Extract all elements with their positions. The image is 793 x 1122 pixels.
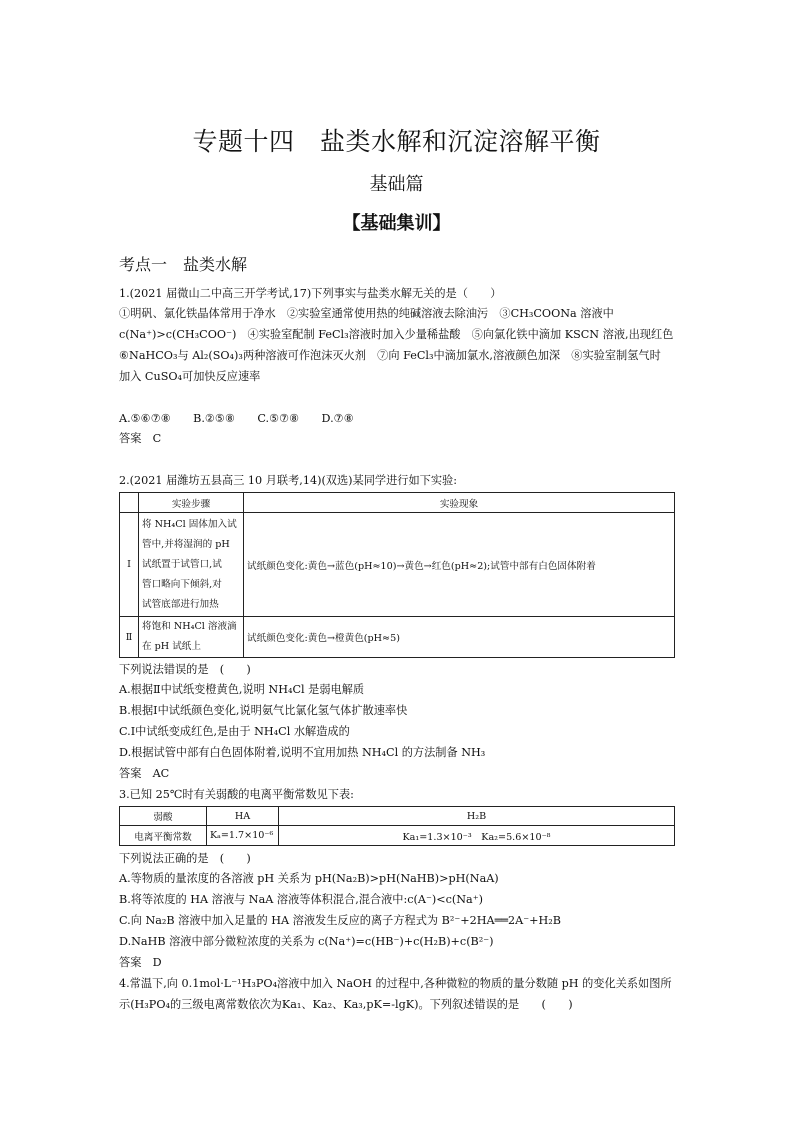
q2-option-d: D.根据试管中部有白色固体附着,说明不宜用加热 NH₄Cl 的方法制备 NH₃ <box>119 746 486 759</box>
q2-row-1-observation: 试纸颜色变化:黄色→蓝色(pH≈10)→黄色→红色(pH≈2);试管中部有白色固体附着 <box>244 513 675 617</box>
q3-option-c: C.向 Na₂B 溶液中加入足量的 HA 溶液发生反应的离子方程式为 B²⁻+2HA══2A⁻+H₂B <box>119 914 561 927</box>
q2-row-1-step-line-3: 试纸置于试管口,试 <box>142 558 222 570</box>
topic-heading: 考点一 盐类水解 <box>119 255 248 274</box>
q2-option-a: A.根据Ⅱ中试纸变橙黄色,说明 NH₄Cl 是弱电解质 <box>119 683 365 696</box>
q2-option-b: B.根据Ⅰ中试纸颜色变化,说明氨气比氯化氢气体扩散速率快 <box>119 704 408 717</box>
q3-stem: 3.已知 25℃时有关弱酸的电离平衡常数见下表: <box>119 788 354 801</box>
page-title: 专题十四 盐类水解和沉淀溶解平衡 <box>192 127 601 156</box>
q2-row-1-step-line-1: 将 NH₄Cl 固体加入试 <box>142 518 237 530</box>
q3-h2b-constants: Ka₁=1.3×10⁻³ Ka₂=5.6×10⁻⁸ <box>279 826 675 846</box>
q3-header-ha: HA <box>207 807 279 826</box>
q3-option-d: D.NaHB 溶液中部分微粒浓度的关系为 c(Na⁺)=c(HB⁻)+c(H₂B)+c(B²⁻) <box>119 935 494 948</box>
q3-option-a: A.等物质的量浓度的各溶液 pH 关系为 pH(Na₂B)>pH(NaHB)>pH(NaA) <box>119 872 499 885</box>
q3-ha-constant: Kₐ=1.7×10⁻⁶ <box>207 826 279 846</box>
q2-row-1-id: Ⅰ <box>120 513 139 617</box>
q2-ask: 下列说法错误的是 ( ) <box>119 663 251 676</box>
q1-stem: 1.(2021 届微山二中高三开学考试,17)下列事实与盐类水解无关的是（ ） <box>119 287 502 300</box>
q2-row-2-id: Ⅱ <box>120 617 139 658</box>
q4-line-2: 示(H₃PO₄的三级电离常数依次为Ka₁、Ka₂、Ka₃,pK=-lgK)。下列叙述错误的是 ( ) <box>119 998 573 1011</box>
q2-table-corner <box>120 493 139 513</box>
q2-header-steps: 实验步骤 <box>139 493 244 513</box>
q1-line-3: ⑥NaHCO₃与 Al₂(SO₄)₃两种溶液可作泡沫灭火剂 ⑦向 FeCl₃中滴加氯水,溶液颜色加深 ⑧实验室制氢气时 <box>119 349 661 362</box>
q3-answer: 答案 D <box>119 956 162 969</box>
q1-line-4: 加入 CuSO₄可加快反应速率 <box>119 370 261 383</box>
q3-row-label: 电离平衡常数 <box>120 826 207 846</box>
q2-row-2-step <box>139 617 244 658</box>
q3-ask: 下列说法正确的是 ( ) <box>119 852 251 865</box>
q1-line-2: c(Na⁺)>c(CH₃COO⁻) ④实验室配制 FeCl₃溶液时加入少量稀盐酸 ⑤向氯化铁中滴加 KSCN 溶液,出现红色 <box>119 328 674 341</box>
page-subtitle: 基础篇 <box>369 174 424 195</box>
q1-answer: 答案 C <box>119 432 162 445</box>
q2-row-1-step-line-4: 管口略向下倾斜,对 <box>142 578 222 590</box>
q2-row-2-step-line-1: 将饱和 NH₄Cl 溶液滴 <box>142 621 237 632</box>
q3-constants-table <box>119 806 675 846</box>
q2-row-1-step-line-2: 管中,并将湿润的 pH <box>142 538 230 550</box>
section-heading: 【基础集训】 <box>342 213 451 234</box>
q2-row-2-step-line-2: 在 pH 试纸上 <box>142 641 201 652</box>
q4-line-1: 4.常温下,向 0.1mol·L⁻¹H₃PO₄溶液中加入 NaOH 的过程中,各种微粒的物质的量分数随 pH 的变化关系如图所 <box>119 977 672 990</box>
q2-header-observations: 实验现象 <box>244 493 675 513</box>
q3-header-h2b: H₂B <box>279 807 675 826</box>
q3-option-b: B.将等浓度的 HA 溶液与 NaA 溶液等体积混合,混合液中:c(A⁻)<c(Na⁺) <box>119 893 483 906</box>
q2-row-1-step <box>139 513 244 617</box>
q2-row-1-step-line-5: 试管底部进行加热 <box>142 598 219 610</box>
q2-option-c: C.Ⅰ中试纸变成红色,是由于 NH₄Cl 水解造成的 <box>119 725 350 738</box>
q2-stem: 2.(2021 届潍坊五县高三 10 月联考,14)(双选)某同学进行如下实验: <box>119 474 458 487</box>
q1-options: A.⑤⑥⑦⑧ B.②⑤⑧ C.⑤⑦⑧ D.⑦⑧ <box>119 412 354 425</box>
q2-experiment-table <box>119 492 675 658</box>
q2-answer: 答案 AC <box>119 767 170 780</box>
q3-header-acid: 弱酸 <box>120 807 207 826</box>
q2-row-2-observation: 试纸颜色变化:黄色→橙黄色(pH≈5) <box>244 617 675 658</box>
q1-line-1: ①明矾、氯化铁晶体常用于净水 ②实验室通常使用热的纯碱溶液去除油污 ③CH₃COONa 溶液中 <box>119 307 614 320</box>
